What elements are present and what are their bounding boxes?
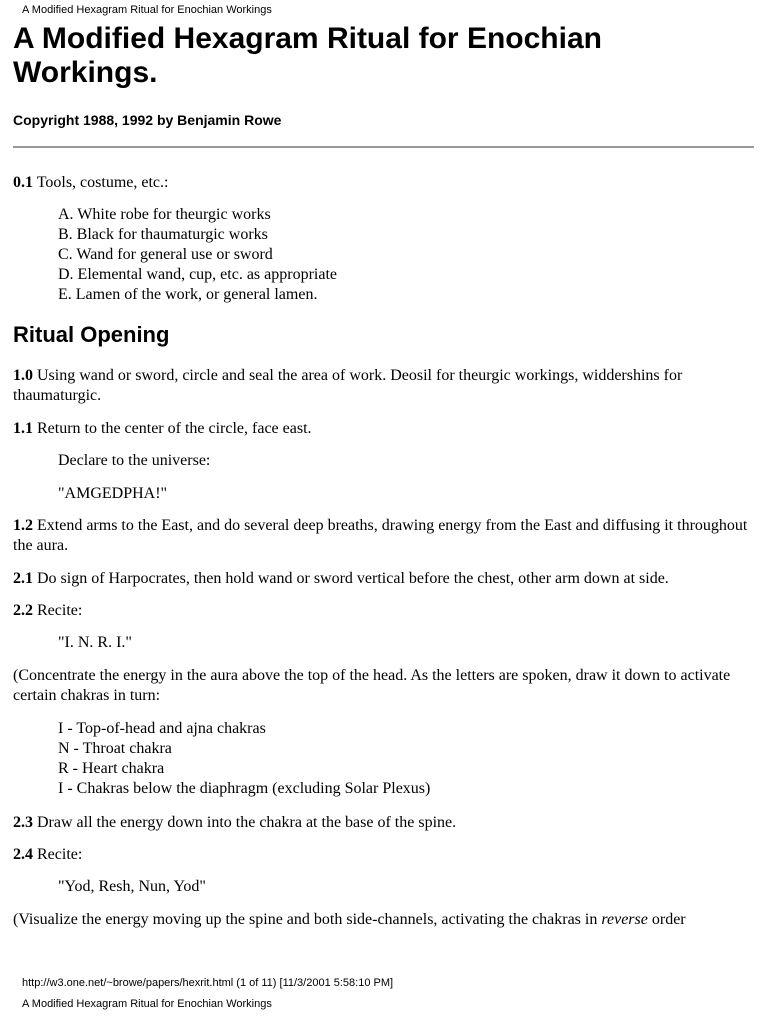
copyright-line: Copyright 1988, 1992 by Benjamin Rowe — [13, 112, 282, 128]
horizontal-rule — [13, 146, 754, 148]
section-text: Draw all the energy down into the chakra at the base of the spine. — [33, 814, 457, 831]
list-item: D. Elemental wand, cup, etc. as appropriate — [58, 266, 337, 283]
section-heading-ritual-opening: Ritual Opening — [13, 322, 170, 347]
visualize-text-end: order — [647, 911, 686, 928]
section-text: Extend arms to the East, and do several deep breaths, drawing energy from the East and diffusing it throughout the aura. — [13, 517, 748, 554]
concentrate-paragraph: (Concentrate the energy in the aura above the top of the head. As the letters are spoken, draw it down to activate certain chakras in turn: — [13, 667, 731, 704]
visualize-text: (Visualize the energy moving up the spine and both side-channels, activating the chakras in — [13, 911, 602, 928]
visualize-emphasis: reverse — [601, 911, 648, 928]
list-item: E. Lamen of the work, or general lamen. — [58, 286, 318, 303]
section-text: Do sign of Harpocrates, then hold wand or sword vertical before the chest, other arm down at side. — [33, 570, 669, 587]
section-text: Recite: — [33, 602, 83, 619]
page-title: A Modified Hexagram Ritual for Enochian Workings. — [13, 22, 602, 89]
section-2-2 — [13, 601, 753, 621]
print-header-title: A Modified Hexagram Ritual for Enochian Workings — [22, 4, 272, 16]
section-2-4 — [13, 845, 753, 865]
section-number: 2.4 — [13, 846, 33, 863]
visualize-paragraph — [13, 910, 753, 930]
list-item: I - Top-of-head and ajna chakras — [58, 720, 266, 737]
section-number: 1.2 — [13, 517, 33, 534]
section-number: 0.1 — [13, 174, 33, 191]
inri-quote: "I. N. R. I." — [58, 634, 132, 651]
tools-list — [58, 205, 748, 305]
list-item: I - Chakras below the diaphragm (excluding Solar Plexus) — [58, 780, 431, 797]
section-number: 2.1 — [13, 570, 33, 587]
list-item: B. Black for thaumaturgic works — [58, 226, 268, 243]
section-2-3 — [13, 813, 753, 833]
list-item: C. Wand for general use or sword — [58, 246, 273, 263]
list-item: R - Heart chakra — [58, 760, 165, 777]
section-0-1 — [13, 173, 753, 193]
list-item: A. White robe for theurgic works — [58, 206, 271, 223]
section-2-1 — [13, 569, 753, 589]
chakra-list — [58, 719, 748, 799]
list-item: N - Throat chakra — [58, 740, 172, 757]
section-text: Tools, costume, etc.: — [33, 174, 169, 191]
yod-quote: "Yod, Resh, Nun, Yod" — [58, 878, 206, 895]
section-number: 1.0 — [13, 367, 33, 384]
section-number: 1.1 — [13, 420, 33, 437]
footer-title: A Modified Hexagram Ritual for Enochian Workings — [22, 998, 272, 1010]
section-1-1 — [13, 419, 753, 439]
declare-text: Declare to the universe: — [58, 452, 211, 469]
section-number: 2.3 — [13, 814, 33, 831]
section-1-0 — [13, 366, 753, 406]
footer-url: http://w3.one.net/~browe/papers/hexrit.html (1 of 11) [11/3/2001 5:58:10 PM] — [22, 977, 394, 989]
amgedpha-quote: "AMGEDPHA!" — [58, 485, 168, 502]
section-text: Return to the center of the circle, face east. — [33, 420, 312, 437]
section-text: Recite: — [33, 846, 83, 863]
section-1-2 — [13, 516, 753, 556]
section-number: 2.2 — [13, 602, 33, 619]
section-text: Using wand or sword, circle and seal the area of work. Deosil for theurgic workings, widdershins for thaumaturgic. — [13, 367, 683, 404]
